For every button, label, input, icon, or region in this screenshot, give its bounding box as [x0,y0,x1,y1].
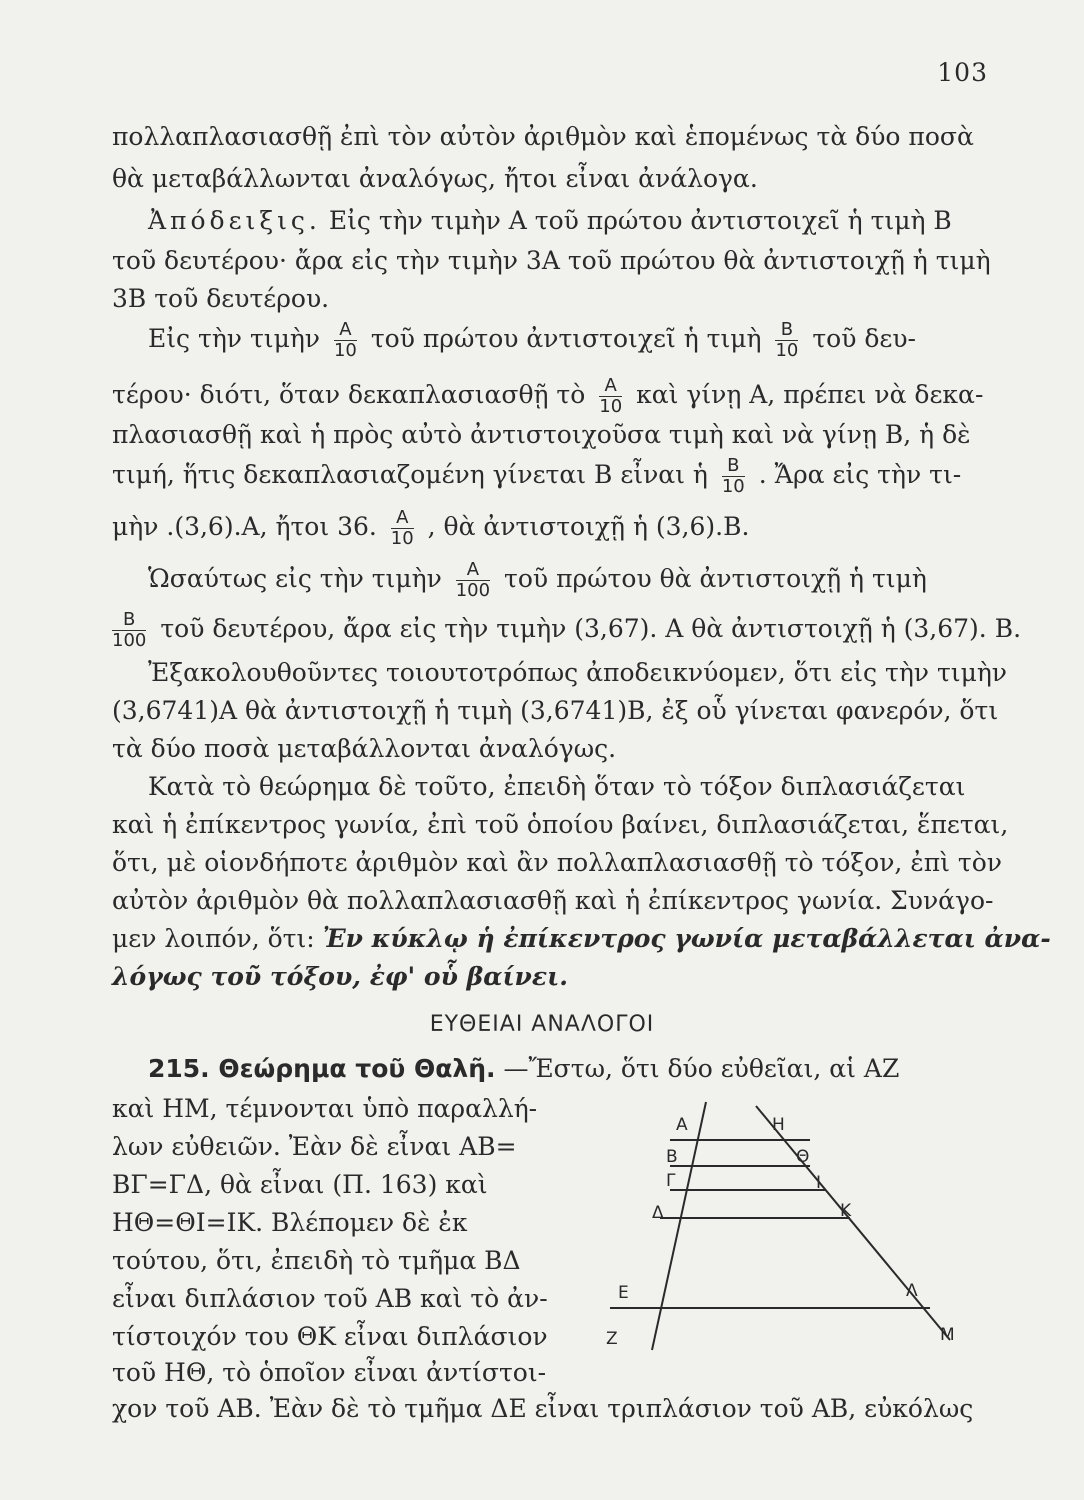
label-th: Θ [796,1147,810,1167]
text-span: Εἰς τὴν τιμὴν [148,324,321,353]
fraction-b-over-100: $\frac{B}{100}$ [112,609,147,651]
fraction-b-over-10: $\frac{B}{10}$ [775,319,799,361]
text-line: Κατὰ τὸ θεώρημα δὲ τοῦτο, ἐπειδὴ ὅταν τὸ τόξον διπλασιάζεται [148,772,966,801]
text-span: τοῦ πρώτου θὰ ἀντιστοιχῇ ἡ τιμὴ [504,564,927,593]
text-span: τοῦ δευτέρου, ἄρα εἰς τὴν τιμὴν (3,67). Α θὰ ἀντιστοιχῇ ἡ (3,67). Β. [160,614,1022,643]
text-span: μὴν .(3,6).Α, ἤτοι 36. [112,512,377,541]
label-a: A [676,1115,688,1135]
fraction-a-over-10: $\frac{A}{10}$ [599,375,623,417]
text-span: Εἰς τὴν τιμὴν Α τοῦ πρώτου ἀντιστοιχεῖ ἡ τιμὴ Β [328,206,952,235]
text-line: πλασιασθῇ καὶ ἡ πρὸς αὐτὸ ἀντιστοιχοῦσα τιμὴ καὶ νὰ γίνῃ Β, ἡ δὲ [112,420,971,449]
text-line: (3,6741)Α θὰ ἀντιστοιχῇ ἡ τιμὴ (3,6741)Β, ἐξ οὗ γίνεται φανερόν, ὅτι [112,696,999,725]
theorem-statement: λόγως τοῦ τόξου, ἐφ' οὗ βαίνει. [112,962,568,991]
text-line: ΒΓ=ΓΔ, θὰ εἶναι (Π. 163) καὶ [112,1170,488,1199]
text-line [148,320,916,361]
fraction-a-over-100: $\frac{A}{100}$ [455,559,491,601]
text-line [112,508,749,549]
text-line: 3Β τοῦ δευτέρου. [112,284,330,313]
text-line [148,1054,899,1084]
text-line [112,456,961,497]
text-span: , θὰ ἀντιστοιχῇ ἡ (3,6).Β. [427,512,750,541]
text-span: τοῦ πρώτου ἀντιστοιχεῖ ἡ τιμὴ [370,324,762,353]
text-line: τὰ δύο ποσὰ μεταβάλλονται ἀναλόγως. [112,734,617,763]
text-span: τέρου· διότι, ὅταν δεκαπλασιασθῇ τὸ [112,380,586,409]
fraction-a-over-10: $\frac{A}{10}$ [390,507,414,549]
page-number: 103 [937,58,988,87]
text-line: αὐτὸν ἀριθμὸν θὰ πολλαπλασιασθῇ καὶ ἡ ἐπίκεντρος γωνία. Συνάγο- [112,886,994,915]
text-line: καὶ ἡ ἐπίκεντρος γωνία, ἐπὶ τοῦ ὁποίου βαίνει, διπλασιάζεται, ἕπεται, [112,810,1009,839]
text-span: . Ἄρα εἰς τὴν τι- [758,460,962,489]
text-line: τοῦ ΗΘ, τὸ ὁποῖον εἶναι ἀντίστοι- [112,1358,547,1387]
text-span: τιμή, ἥτις δεκαπλασιαζομένη γίνεται Β εἶναι ἡ [112,460,708,489]
label-i: I [816,1173,822,1193]
text-line: καὶ ΗΜ, τέμνονται ὑπὸ παραλλή- [112,1094,538,1123]
text-line: λων εὐθειῶν. Ἐὰν δὲ εἶναι ΑΒ= [112,1132,517,1161]
thales-figure [600,1100,980,1370]
text-line: τοῦ δευτέρου· ἄρα εἰς τὴν τιμὴν 3Α τοῦ πρώτου θὰ ἀντιστοιχῇ ἡ τιμὴ [112,246,991,275]
theorem-statement: Ἐν κύκλῳ ἡ ἐπίκεντρος γωνία μεταβάλλεται ἀνα- [322,924,1051,953]
text-line: χον τοῦ ΑΒ. Ἐὰν δὲ τὸ τμῆμα ΔΕ εἶναι τριπλάσιον τοῦ ΑΒ, εὐκόλως [112,1394,974,1423]
fraction-a-over-10: $\frac{A}{10}$ [333,319,357,361]
proof-label: Ἀπόδειξις. [148,206,321,235]
text-line [148,206,952,236]
text-span: Ὡσαύτως εἰς τὴν τιμὴν [148,564,442,593]
theorem-title: 215. Θεώρημα τοῦ Θαλῆ. [148,1054,496,1083]
text-line: τίστοιχόν του ΘΚ εἶναι διπλάσιον [112,1322,548,1351]
label-k: K [840,1201,852,1221]
section-heading: ΕΥΘΕΙΑΙ ΑΝΑΛΟΓΟΙ [429,1012,655,1037]
text-line [112,924,1051,954]
label-g: Γ [666,1171,676,1191]
text-line: θὰ μεταβάλλωνται ἀναλόγως, ἤτοι εἶναι ἀνάλογα. [112,164,758,193]
label-z: Z [606,1329,618,1349]
fraction-b-over-10: $\frac{B}{10}$ [721,455,745,497]
line-hm [756,1106,950,1340]
text-line: εἶναι διπλάσιον τοῦ ΑΒ καὶ τὸ ἀν- [112,1284,548,1313]
text-span: μεν λοιπόν, ὅτι: [112,924,315,953]
text-span: τοῦ δευ- [812,324,916,353]
label-h: H [772,1115,785,1135]
text-span: καὶ γίνῃ Α, πρέπει νὰ δεκα- [636,380,984,409]
text-line: ὅτι, μὲ οἱονδήποτε ἀριθμὸν καὶ ἂν πολλαπλασιασθῇ τὸ τόξον, ἐπὶ τὸν [112,848,1002,877]
text-line: πολλαπλασιασθῇ ἐπὶ τὸν αὐτὸν ἀριθμὸν καὶ ἑπομένως τὰ δύο ποσὰ [112,122,974,151]
text-line [112,962,568,992]
label-b: B [666,1147,678,1167]
text-line: τούτου, ὅτι, ἐπειδὴ τὸ τμῆμα ΒΔ [112,1246,521,1275]
text-line [112,376,983,417]
label-m: M [940,1325,955,1345]
text-line [112,610,1021,651]
text-line [148,560,927,601]
label-d: Δ [652,1203,664,1223]
text-line: ΗΘ=ΘΙ=ΙΚ. Βλέπομεν δὲ ἐκ [112,1208,468,1237]
text-span: —Ἔστω, ὅτι δύο εὐθεῖαι, αἱ ΑΖ [503,1054,900,1083]
label-l: Λ [906,1281,918,1301]
text-line: Ἐξακολουθοῦντες τοιουτοτρόπως ἀποδεικνύομεν, ὅτι εἰς τὴν τιμὴν [148,658,1008,687]
label-e: E [618,1283,629,1303]
